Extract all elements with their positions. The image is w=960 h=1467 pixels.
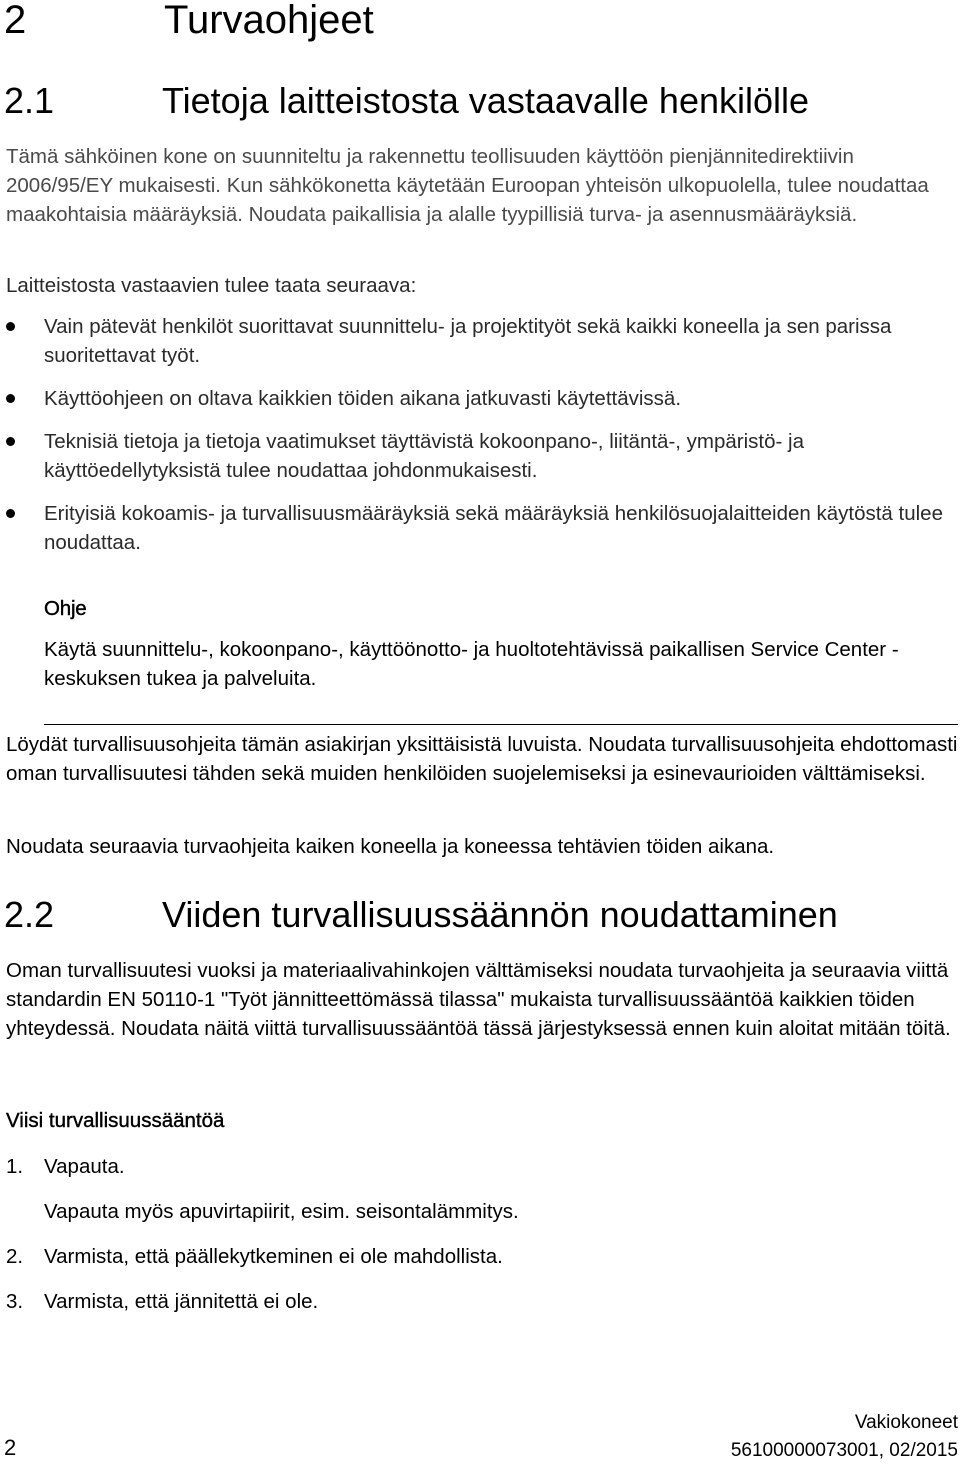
page-number: 2 xyxy=(4,1435,17,1460)
rules-intro-paragraph: Oman turvallisuutesi vuoksi ja materiaalivahinkojen välttämiseksi noudata turvaohjeita ja seuraavia viittä standardin EN 50110-1 "Työt jännitteettömässä tilassa" mukaista turvallisuussääntöä kaikkien töiden yhteydessä. Noudata näitä viittä turvallisuussääntöä tässä järjestyksessä ennen kuin aloitat mitään töitä. xyxy=(6,959,951,1040)
footer-info xyxy=(731,1409,958,1465)
note-divider xyxy=(44,724,958,725)
responsibility-list xyxy=(0,312,960,571)
rules-list xyxy=(0,1152,960,1332)
chapter-title: Turvaohjeet xyxy=(164,0,374,42)
note-title: Ohje xyxy=(44,597,87,620)
section-title: Tietoja laitteistosta vastaavalle henkilölle xyxy=(162,80,810,121)
section-heading-2-2 xyxy=(4,893,838,937)
list-item: Erityisiä kokoamis- ja turvallisuusmääräyksiä sekä määräyksiä henkilösuojalaitteiden käytöstä tulee noudattaa. xyxy=(0,499,960,557)
list-item xyxy=(0,1152,960,1226)
section-title: Viiden turvallisuussäännön noudattaminen xyxy=(162,894,838,935)
section-number: 2.1 xyxy=(4,80,55,121)
step-subtext: Vapauta myös apuvirtapiirit, esim. seisontalämmitys. xyxy=(44,1200,519,1223)
note-body: Käytä suunnittelu-, kokoonpano-, käyttöönotto- ja huoltotehtävissä paikallisen Service Center -keskuksen tukea ja palveluita. xyxy=(44,638,899,690)
bullet-icon xyxy=(6,509,15,518)
footer-doc-id: 56100000073001, 02/2015 xyxy=(730,1440,958,1461)
bullet-icon xyxy=(6,394,15,403)
step-text: Vapauta. xyxy=(44,1155,125,1178)
lead-paragraph: Laitteistosta vastaavien tulee taata seuraava: xyxy=(6,274,417,297)
section-number: 2.2 xyxy=(4,894,55,935)
step-text: Varmista, että päällekytkeminen ei ole mahdollista. xyxy=(44,1245,503,1268)
footer-product: Vakiokoneet xyxy=(854,1412,958,1433)
step-number: 1. xyxy=(6,1155,24,1178)
intro-paragraph: Tämä sähköinen kone on suunniteltu ja rakennettu teollisuuden käyttöön pienjännitedirektiivin 2006/95/EY mukaisesti. Kun sähkökonetta käytetään Euroopan yhteisön ulkopuolella, tulee noudattaa maakohtaisia määräyksiä. Noudata paikallisia ja alalle tyypillisiä turva- ja asennusmääräyksiä. xyxy=(6,145,929,226)
list-item: Käyttöohjeen on oltava kaikkien töiden aikana jatkuvasti käytettävissä. xyxy=(0,384,960,413)
step-number: 2. xyxy=(6,1245,24,1268)
rules-title: Viisi turvallisuussääntöä xyxy=(6,1109,225,1132)
list-item xyxy=(0,1287,960,1316)
list-item: Teknisiä tietoja ja tietoja vaatimukset täyttävistä kokoonpano-, liitäntä-, ympäristö- ja käyttöedellytyksistä tulee noudattaa johdonmukaisesti. xyxy=(0,427,960,485)
step-text: Varmista, että jännitettä ei ole. xyxy=(44,1290,319,1313)
section-heading-2-1 xyxy=(4,79,809,123)
safety-paragraph: Löydät turvallisuusohjeita tämän asiakirjan yksittäisistä luvuista. Noudata turvallisuusohjeita ehdottomasti oman turvallisuutesi tähden sekä muiden henkilöiden suojelemiseksi ja esinevaurioiden välttämiseksi. xyxy=(6,733,958,785)
follow-paragraph: Noudata seuraavia turvaohjeita kaiken koneella ja koneessa tehtävien töiden aikana. xyxy=(6,835,775,858)
bullet-icon xyxy=(6,322,15,331)
list-item xyxy=(0,1242,960,1271)
chapter-heading xyxy=(4,0,374,44)
chapter-number: 2 xyxy=(4,0,27,42)
bullet-icon xyxy=(6,437,15,446)
step-number: 3. xyxy=(6,1290,24,1313)
list-item: Vain pätevät henkilöt suorittavat suunnittelu- ja projektityöt sekä kaikki koneella ja sen parissa suoritettavat työt. xyxy=(0,312,960,370)
note-box xyxy=(44,594,958,693)
